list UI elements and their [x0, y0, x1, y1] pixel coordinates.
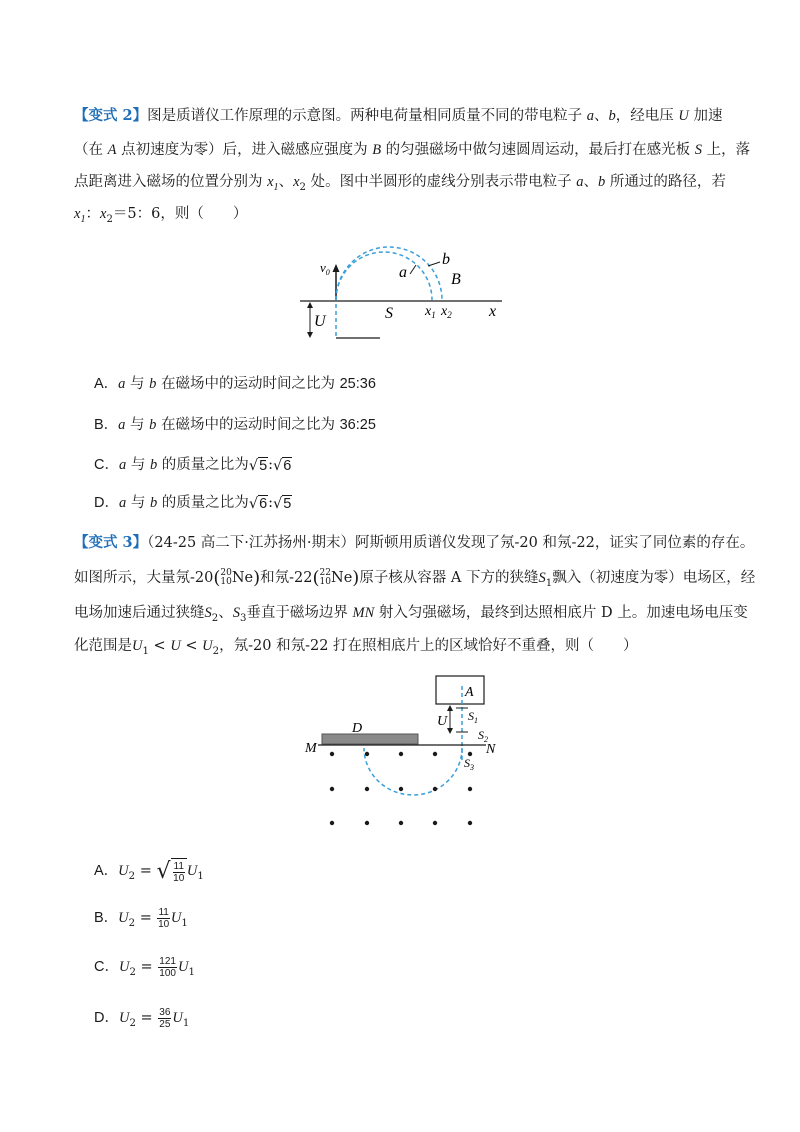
label-x-axis: x: [489, 303, 497, 320]
sqrt-6: √6: [248, 495, 268, 512]
fraction: $\frac{36}{25}$: [159, 1006, 171, 1030]
neon-20-symbol: 20 10 Ne: [220, 568, 254, 587]
voltage-arrow-head-down: [307, 332, 313, 338]
label-U: U: [437, 714, 448, 729]
label-S1: $S_1$: [468, 709, 478, 725]
label-N: N: [486, 742, 496, 757]
label-S2: $S_2$: [478, 728, 488, 744]
sqrt-5: √5: [273, 495, 292, 512]
fraction: $\frac{11}{10}$: [158, 906, 170, 930]
voltage-arrow-head-up: [447, 705, 453, 711]
q2-figure: [296, 244, 508, 344]
sqrt-fraction: √ $\frac{11}{10}$: [156, 858, 186, 884]
ion-trajectory: [364, 748, 462, 795]
q2-option-b[interactable]: B．a 与 b 在磁场中的运动时间之比为 36:25: [94, 417, 376, 433]
fraction: $\frac{121}{100}$: [159, 955, 176, 979]
label-S: S: [385, 305, 393, 322]
q2-tag: 【变式 2】: [74, 107, 148, 124]
path-b-semicircle: [336, 247, 442, 300]
q3-option-d[interactable]: D．$U_2$ = $\frac{36}{25}$ $U_1$: [94, 1006, 190, 1030]
q3-figure: [300, 672, 510, 840]
q2-line-4: $x_1$：$x_2=5$：6，则（ ）: [74, 206, 248, 225]
q3-option-b[interactable]: B．$U_2$ = $\frac{11}{10}$ $U_1$: [94, 906, 188, 930]
voltage-arrow-head-down: [447, 728, 453, 734]
label-x2: $x_2$: [441, 304, 452, 320]
label-D: D: [352, 721, 363, 736]
label-x1: $x_1$: [425, 304, 436, 320]
q2-line-2: （在 A 点初速度为零）后，进入磁感应强度为 B 的匀强磁场中做匀速圆周运动，最后打在感光板 S 上，落: [74, 142, 751, 158]
film-d: [322, 734, 418, 744]
q3-line-4: 化范围是$U_1 < U < U_2$，氖-20 和氖-22 打在照相底片上的区域恰好不重叠，则（ ）: [74, 638, 638, 657]
q3-line-1: 【变式 3】（24-25 高二下·江苏扬州·期末）阿斯顿用质谱仪发现了氖-20 和氖-22，证实了同位素的存在。: [74, 534, 755, 551]
label-a-leader: [410, 265, 416, 274]
q2-option-d[interactable]: D．a 与 b 的质量之比为√6:√5: [94, 495, 292, 512]
label-b-leader: [428, 262, 440, 266]
label-b: b: [442, 251, 450, 268]
q2-line-1: 【变式 2】图是质谱仪工作原理的示意图。两种电荷量相同质量不同的带电粒子 a、b，经电压 U 加速: [74, 107, 723, 124]
label-a: a: [399, 264, 407, 281]
label-v0: $v_0$: [320, 260, 330, 277]
q2-line-3: 点距离进入磁场的位置分别为 $x_1$、$x_2$ 处。图中半圆形的虚线分别表示带电粒子 a、b 所通过的路径，若: [74, 174, 726, 193]
v0-arrow-head: [333, 264, 340, 272]
q2-option-a[interactable]: A．a 与 b 在磁场中的运动时间之比为 25:36: [94, 376, 376, 392]
q3-option-c[interactable]: C．$U_2$ = $\frac{121}{100}$ $U_1$: [94, 955, 195, 979]
label-A: A: [465, 685, 474, 700]
neon-22-symbol: 22 10 Ne: [319, 568, 353, 587]
q3-line-2: 如图所示，大量氖-20( 20 10 Ne)和氖-22( 22 10 Ne)原子核从容器 A 下方的狭缝$S_1$飘入（初速度为零）电场区，经: [74, 567, 756, 589]
sqrt-5: √5: [248, 457, 268, 474]
sqrt-6: √6: [273, 457, 292, 474]
voltage-arrow-head-up: [307, 302, 313, 308]
container-a-box: [436, 676, 484, 704]
label-B: B: [451, 271, 461, 288]
label-M: M: [305, 741, 317, 756]
label-S3: $S_3$: [464, 756, 474, 772]
q3-option-a[interactable]: A．$U_2$ = √ $\frac{11}{10}$ $U_1$: [94, 859, 204, 884]
magnetic-field-dots: [330, 752, 472, 825]
label-U: U: [314, 313, 326, 330]
q2-option-c[interactable]: C．a 与 b 的质量之比为√5:√6: [94, 457, 292, 474]
q3-line-3: 电场加速后通过狭缝$S_2$、$S_3$垂直于磁场边界 MN 射入匀强磁场，最终到达照相底片 D 上。加速电场电压变: [74, 605, 748, 624]
path-a-semicircle: [336, 252, 432, 300]
q3-tag: 【变式 3】: [74, 534, 148, 551]
